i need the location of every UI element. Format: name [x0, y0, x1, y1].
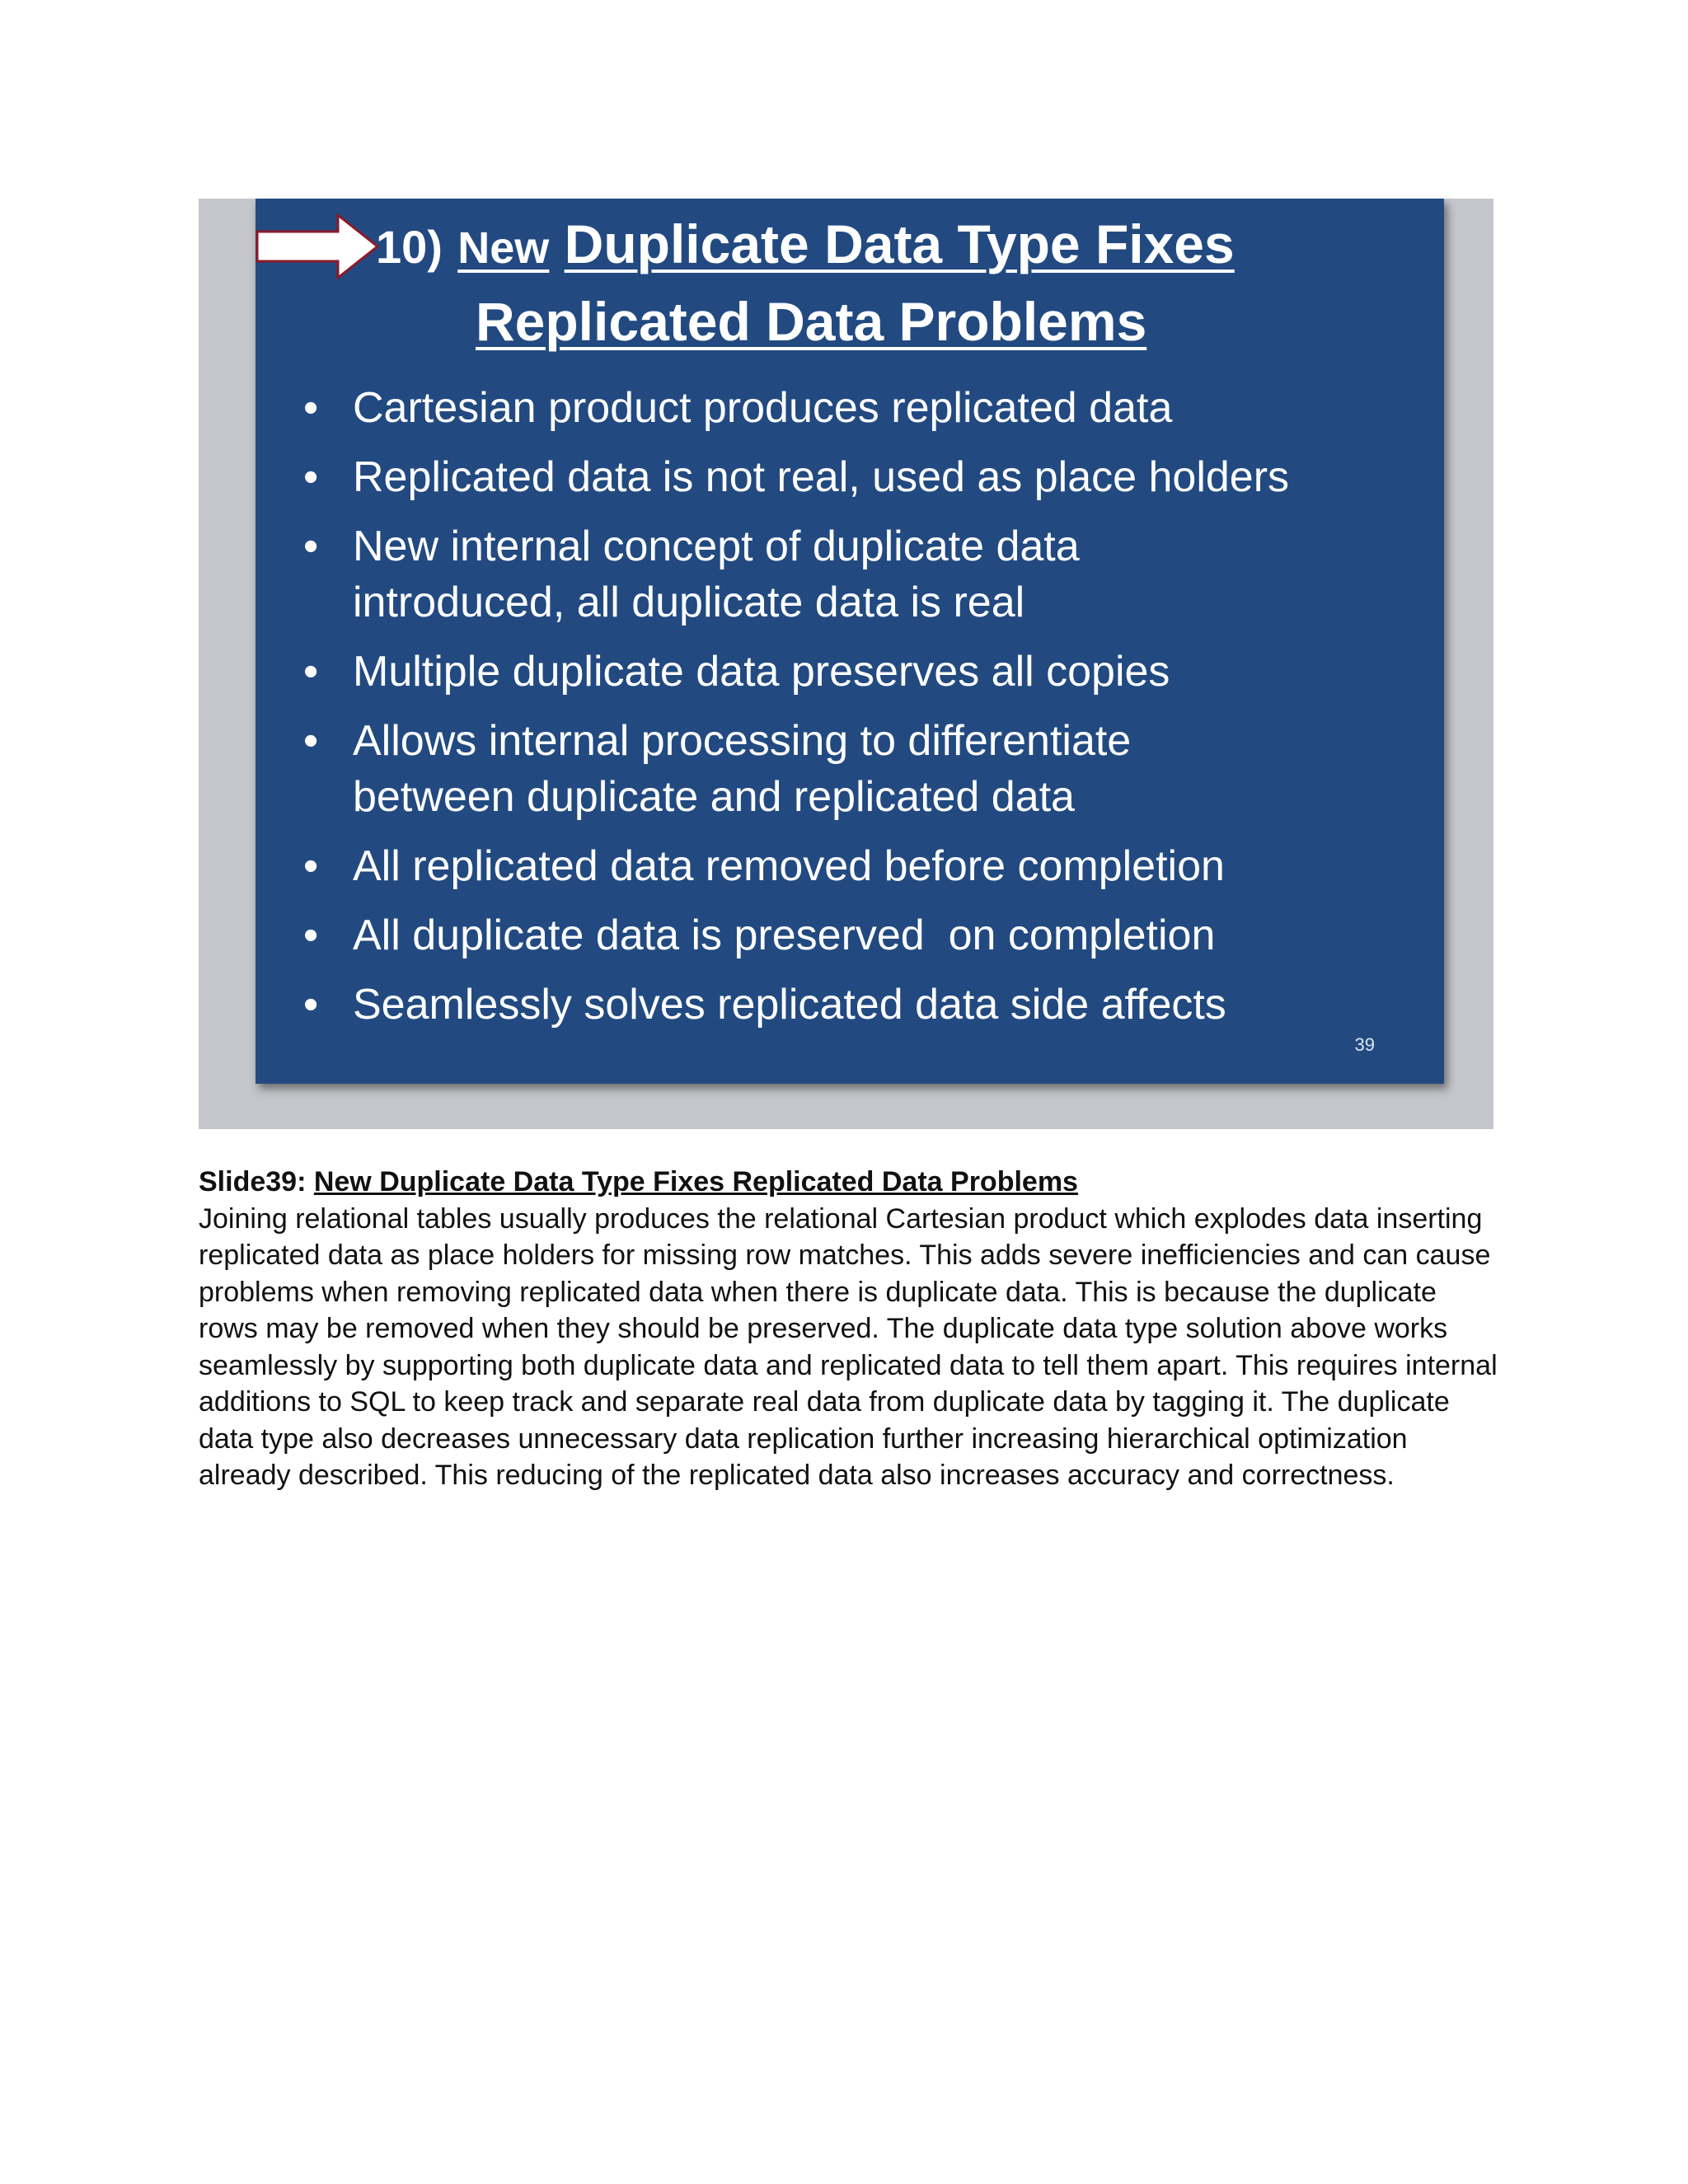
slide-page-number: 39	[1354, 1034, 1375, 1055]
bullet-dot-icon: •	[303, 912, 319, 959]
caption-heading	[199, 1164, 1501, 1201]
bullet-item	[303, 644, 1432, 700]
slide-title-main: Duplicate Data Type Fixes	[564, 213, 1235, 274]
slide-title-line-2	[476, 284, 1146, 359]
slide-title-line-1	[376, 207, 1235, 285]
slide-caption	[199, 1164, 1501, 1494]
bullet-item	[303, 713, 1432, 825]
bullet-dot-icon: •	[303, 453, 319, 501]
bullet-text: Multiple duplicate data preserves all copies	[353, 648, 1170, 696]
bullet-item	[303, 380, 1432, 436]
bullet-text: Seamlessly solves replicated data side affects	[353, 981, 1226, 1029]
bullet-dot-icon: •	[303, 717, 319, 765]
slide-title-number: 10)	[376, 221, 443, 273]
bullet-text: All replicated data removed before completion	[353, 842, 1225, 890]
bullet-dot-icon: •	[303, 523, 319, 570]
caption-label: Slide39:	[199, 1166, 307, 1197]
slide-bullet-list	[303, 380, 1432, 1046]
bullet-dot-icon: •	[303, 384, 319, 432]
bullet-dot-icon: •	[303, 648, 319, 696]
arrow-right-icon	[256, 213, 379, 279]
slide-title-second: Replicated Data Problems	[476, 291, 1147, 352]
slide	[256, 199, 1444, 1084]
bullet-item	[303, 907, 1432, 963]
bullet-dot-icon: •	[303, 842, 319, 890]
caption-title: New Duplicate Data Type Fixes Replicated Data Problems	[313, 1166, 1078, 1197]
bullet-item	[303, 977, 1432, 1033]
bullet-dot-icon: •	[303, 981, 319, 1029]
bullet-text: Allows internal processing to differentiate between duplicate and replicated data	[353, 717, 1132, 821]
bullet-item	[303, 449, 1432, 505]
slide-image-frame	[199, 199, 1493, 1129]
bullet-item	[303, 838, 1432, 894]
bullet-text: All duplicate data is preserved on completion	[353, 912, 1216, 959]
bullet-item	[303, 518, 1432, 630]
bullet-text: New internal concept of duplicate data introduced, all duplicate data is real	[353, 523, 1080, 626]
bullet-text: Replicated data is not real, used as place holders	[353, 453, 1290, 501]
slide-title-new: New	[457, 223, 550, 273]
caption-body: Joining relational tables usually produces the relational Cartesian product which explodes data inserting replicated data as place holders for missing row matches. This adds severe inefficiencies and can cause problems when removing replicated data when there is duplicate data. This is because the duplicate rows may be removed when they should be preserved. The duplicate data type solution above works seamlessly by supporting both duplicate data and replicated data to tell them apart. This requires internal additions to SQL to keep track and separate real data from duplicate data by tagging it. The duplicate data type also decreases unnecessary data replication further increasing hierarchical optimization already described. This reducing of the replicated data also increases accuracy and correctness.	[199, 1202, 1498, 1491]
bullet-text: Cartesian product produces replicated data	[353, 384, 1173, 432]
